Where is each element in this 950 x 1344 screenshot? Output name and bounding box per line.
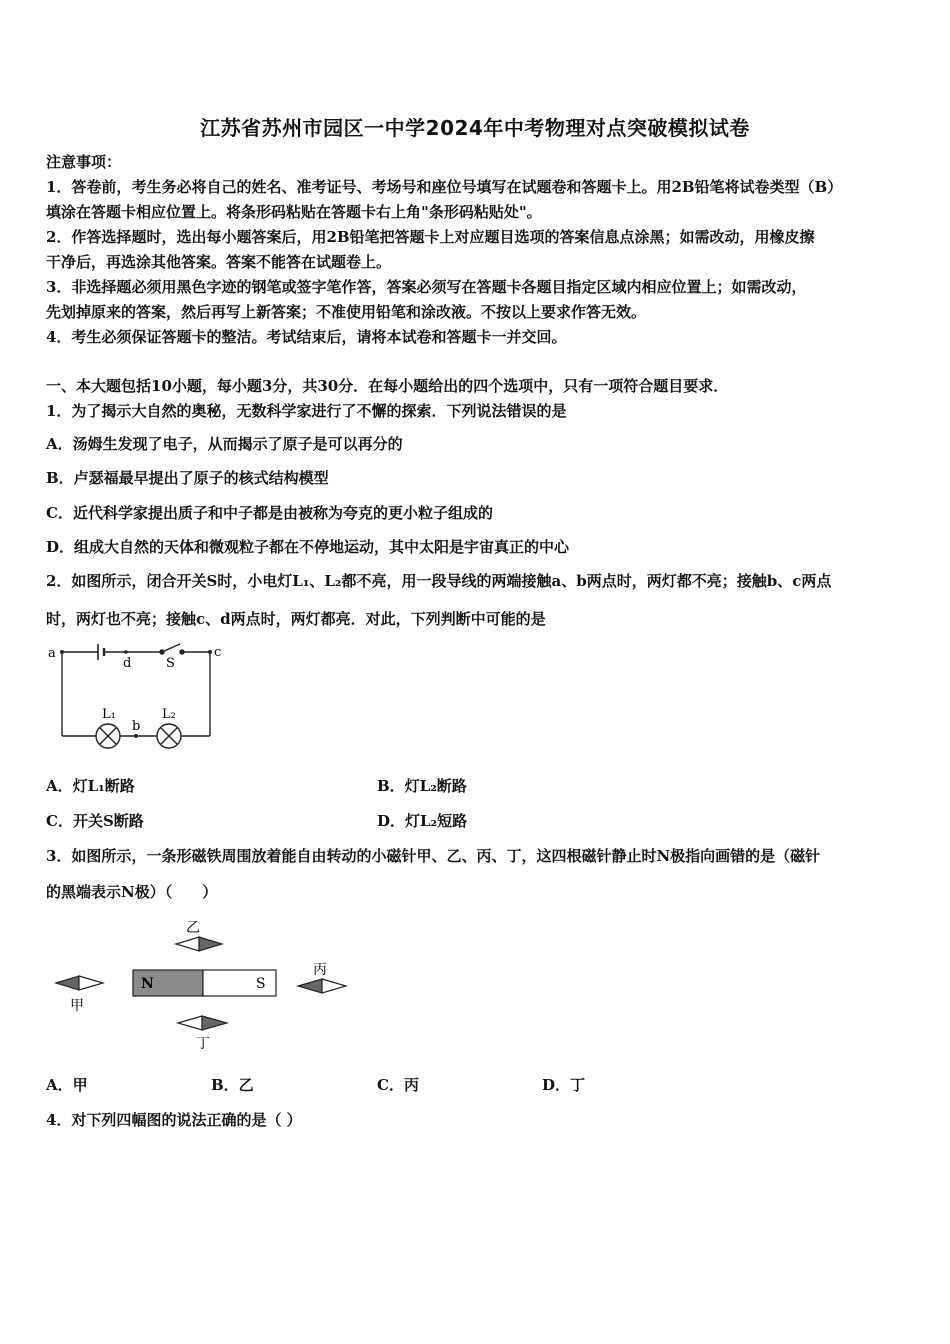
label-yi: 乙 <box>186 920 200 936</box>
label-lamp2: L₂ <box>162 707 176 722</box>
notice-line: 3．非选择题必须用黑色字迹的钢笔或签字笔作答，答案必须写在答题卡各题目指定区域内相应位置上；如需改动， <box>46 278 807 296</box>
label-switch: S <box>166 656 175 671</box>
question-1-option-b: B．卢瑟福最早提出了原子的核式结构模型 <box>46 469 329 487</box>
label-a: a <box>48 646 56 661</box>
magnet-n-label: N <box>141 976 154 992</box>
question-3-stem: 3．如图所示，一条形磁铁周围放着能自由转动的小磁针甲、乙、丙、丁，这四根磁针静止时N极指向画错的是（磁针 <box>46 847 821 865</box>
question-2-stem-cont: 时，两灯也不亮；接触c、d两点时，两灯都亮．对此，下列判断中可能的是 <box>46 610 546 628</box>
label-bing: 丙 <box>313 962 327 978</box>
notice-line: 2．作答选择题时，选出每小题答案后，用2B铅笔把答题卡上对应题目选项的答案信息点涂黑；如需改动，用橡皮擦 <box>46 228 815 246</box>
question-1-option-a: A．汤姆生发现了电子，从而揭示了原子是可以再分的 <box>46 435 403 453</box>
needle-ding <box>178 1016 227 1030</box>
label-d: d <box>123 656 132 671</box>
node-a <box>60 650 64 654</box>
question-2-option-a: A．灯L₁断路 <box>46 777 135 795</box>
question-1-option-c: C．近代科学家提出质子和中子都是由被称为夸克的更小粒子组成的 <box>46 504 493 522</box>
magnet-diagram <box>50 912 360 1054</box>
section-heading: 一、本大题包括10小题，每小题3分，共30分．在每小题给出的四个选项中，只有一项符合题目要求． <box>46 377 729 395</box>
label-lamp1: L₁ <box>102 707 116 722</box>
question-3-option-c: C．丙 <box>377 1076 419 1094</box>
notice-heading: 注意事项： <box>46 153 122 171</box>
question-2-stem: 2．如图所示，闭合开关S时，小电灯L₁、L₂都不亮，用一段导线的两端接触a、b两点时，两灯都不亮；接触b、c两点 <box>46 572 832 590</box>
question-3-stem-cont: 的黑端表示N极）（ ） <box>46 883 218 901</box>
circuit-diagram <box>44 640 234 752</box>
question-3-option-a: A．甲 <box>46 1076 88 1094</box>
exam-title: 江苏省苏州市园区一中学2024年中考物理对点突破模拟试卷 <box>200 116 750 140</box>
question-1-option-d: D．组成大自然的天体和微观粒子都在不停地运动，其中太阳是宇宙真正的中心 <box>46 538 570 556</box>
notice-line: 干净后，再选涂其他答案。答案不能答在试题卷上。 <box>46 253 392 271</box>
question-2-option-d: D．灯L₂短路 <box>377 812 468 830</box>
node-d <box>124 650 128 654</box>
question-1-stem: 1．为了揭示大自然的奥秘，无数科学家进行了不懈的探索．下列说法错误的是 <box>46 402 567 420</box>
notice-line: 1．答卷前，考生务必将自己的姓名、准考证号、考场号和座位号填写在试题卷和答题卡上。用2B铅笔将试卷类型（B） <box>46 178 843 196</box>
needle-bing <box>298 979 346 993</box>
question-4-stem: 4．对下列四幅图的说法正确的是（ ） <box>46 1111 302 1129</box>
label-c: c <box>214 645 222 660</box>
question-3-option-b: B．乙 <box>211 1076 254 1094</box>
label-ding: 丁 <box>196 1036 210 1052</box>
node-b <box>134 734 138 738</box>
label-jia: 甲 <box>70 998 84 1014</box>
question-2-option-b: B．灯L₂断路 <box>377 777 467 795</box>
label-b: b <box>132 719 141 734</box>
notice-line: 填涂在答题卡相应位置上。将条形码粘贴在答题卡右上角"条形码粘贴处"。 <box>46 203 542 221</box>
question-2-option-c: C．开关S断路 <box>46 812 144 830</box>
needle-jia <box>56 976 103 990</box>
needle-yi <box>176 937 222 951</box>
node-c <box>208 650 212 654</box>
question-3-option-d: D．丁 <box>542 1076 586 1094</box>
notice-line: 4．考生必须保证答题卡的整洁。考试结束后，请将本试卷和答题卡一并交回。 <box>46 328 567 346</box>
magnet-s-label: S <box>256 976 266 992</box>
notice-line: 先划掉原来的答案，然后再写上新答案；不准使用铅笔和涂改液。不按以上要求作答无效。 <box>46 303 647 321</box>
